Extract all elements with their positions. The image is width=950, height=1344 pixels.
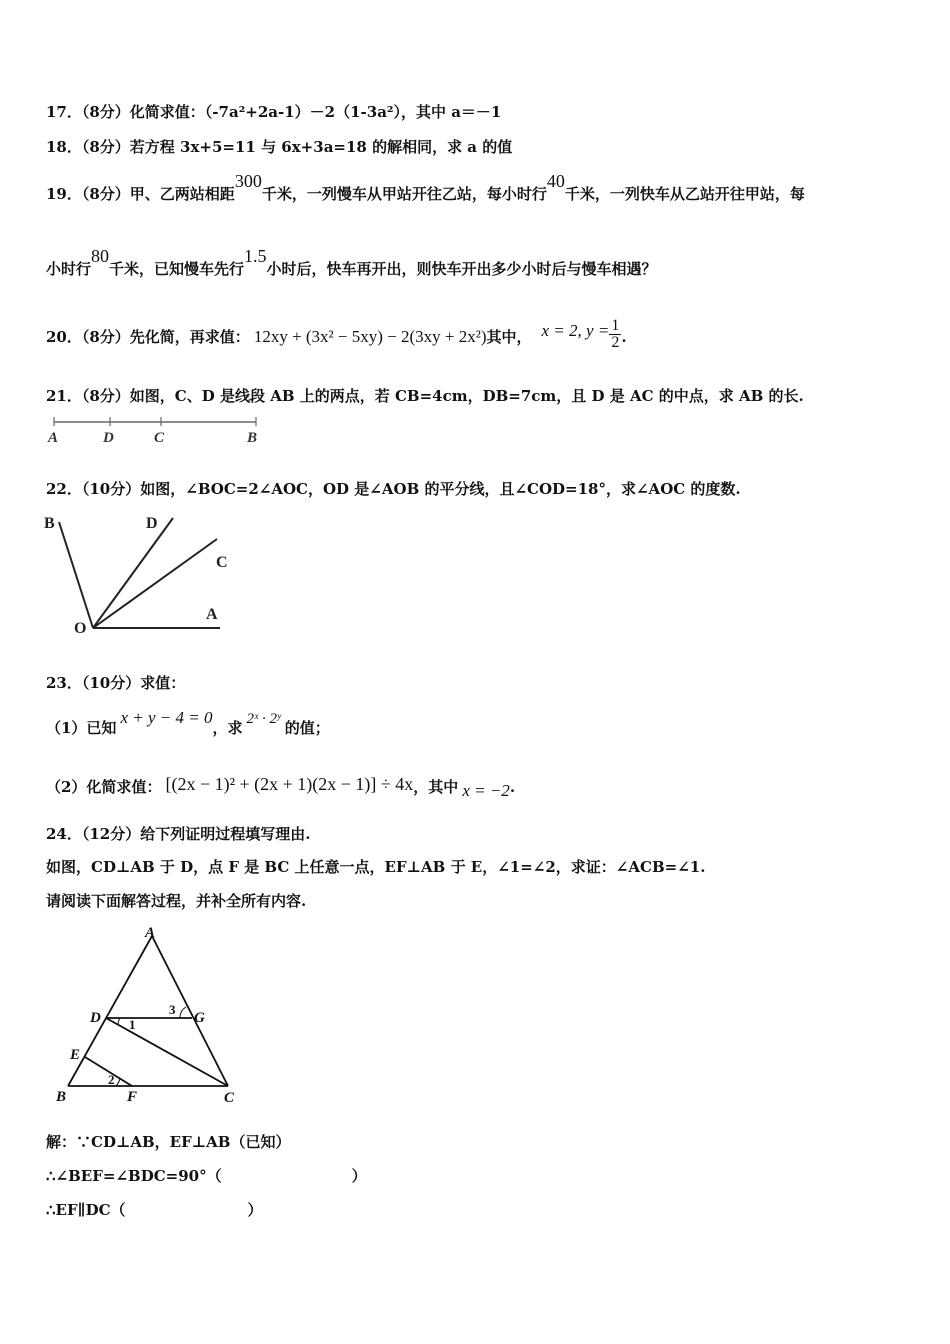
q24-title: 24．（12分）给下列证明过程填写理由. bbox=[46, 825, 311, 843]
q17-text: 17．（8分）化简求值：（-7a²+2a-1）－2（1-3a²），其中 a＝－1 bbox=[46, 103, 502, 121]
q19-part1: 19．（8分）甲、乙两站相距 bbox=[46, 185, 235, 203]
q19-distance: 300 bbox=[234, 171, 262, 191]
q20-condition: x = 2, y = bbox=[541, 321, 610, 340]
q24-sol2-b: ） bbox=[351, 1167, 367, 1185]
q23-p1-end: 的值； bbox=[284, 719, 330, 737]
q20-prefix: 20．（8分）先化简，再求值： bbox=[46, 328, 250, 346]
q18-text: 18．（8分）若方程 3x+5=11 与 6x+3a=18 的解相同，求 a 的值 bbox=[46, 138, 513, 156]
q20-frac-numerator: 1 bbox=[611, 316, 620, 334]
q19-part5: 千米，已知慢车先行 bbox=[109, 260, 245, 278]
q24-solution-line2 bbox=[46, 1166, 367, 1186]
side-ac bbox=[152, 936, 228, 1086]
q22-text: 22．（10分）如图，∠BOC=2∠AOC，OD 是∠AOB 的平分线，且∠COD=18°，求∠AOC 的度数. bbox=[46, 480, 741, 498]
q23-title: 23．（10分）求值： bbox=[46, 674, 186, 692]
q24-solution-line1 bbox=[46, 1132, 290, 1152]
q19-part4: 小时行 bbox=[46, 260, 92, 278]
label-a: A bbox=[48, 430, 59, 446]
q23-p2-prefix: （2）化简求值： bbox=[46, 778, 162, 796]
question-18 bbox=[46, 137, 512, 157]
q24-instruction: 请阅读下面解答过程，并补全所有内容. bbox=[46, 892, 307, 910]
q24-sol3-b: ） bbox=[247, 1201, 263, 1219]
question-23-part1 bbox=[46, 708, 330, 739]
label-e: E bbox=[70, 1047, 81, 1063]
label-d: D bbox=[146, 515, 158, 532]
label-a: A bbox=[206, 606, 218, 623]
q19-slow-speed: 40 bbox=[546, 171, 565, 191]
segment-dc bbox=[106, 1018, 228, 1086]
q19-part2: 千米，一列慢车从甲站开往乙站，每小时行 bbox=[261, 185, 547, 203]
label-c: C bbox=[216, 554, 228, 571]
label-d: D bbox=[90, 1010, 101, 1026]
side-ab bbox=[68, 936, 152, 1086]
question-24-title bbox=[46, 824, 310, 844]
label-c: C bbox=[154, 430, 165, 446]
ray-oc bbox=[93, 539, 217, 628]
q24-solution-line3 bbox=[46, 1200, 263, 1220]
q20-expression: 12xy + (3x² − 5xy) − 2(3xy + 2x²) bbox=[253, 327, 487, 346]
q21-line-segment-figure bbox=[44, 413, 264, 447]
q19-part3: 千米，一列快车从乙站开往甲站，每 bbox=[564, 185, 805, 203]
q24-sol3-a: ∴EF∥DC（ bbox=[46, 1201, 126, 1219]
q24-triangle-figure bbox=[50, 925, 250, 1110]
angle-3-arc bbox=[180, 1007, 186, 1018]
q19-part6: 小时后，快车再开出，则快车开出多少小时后与慢车相遇？ bbox=[266, 260, 657, 278]
label-a: A bbox=[145, 925, 156, 941]
label-o: O bbox=[74, 620, 87, 637]
q23-p1-prefix: （1）已知 bbox=[46, 719, 117, 737]
question-19-line1 bbox=[46, 171, 805, 204]
angle-1-arc bbox=[118, 1018, 120, 1025]
label-d: D bbox=[103, 430, 114, 446]
question-17 bbox=[46, 102, 501, 122]
q23-p2-condition: x = −2 bbox=[462, 781, 510, 800]
question-23-part2 bbox=[46, 770, 515, 803]
label-b: B bbox=[247, 430, 258, 446]
q23-p2-expression: [(2x − 1)² + (2x + 1)(2x − 1)] ÷ 4x bbox=[165, 774, 414, 794]
label-b: B bbox=[56, 1089, 67, 1105]
ray-od bbox=[93, 518, 173, 628]
q20-frac-denominator: 2 bbox=[611, 333, 620, 351]
q20-middle: 其中， bbox=[486, 328, 532, 346]
q24-sol1: 解：∵CD⊥AB，EF⊥AB（已知） bbox=[46, 1133, 291, 1151]
question-24-line1 bbox=[46, 857, 705, 877]
label-b: B bbox=[44, 515, 55, 532]
ray-ob bbox=[59, 522, 93, 628]
q19-fast-speed: 80 bbox=[91, 246, 110, 266]
q24-statement: 如图，CD⊥AB 于 D，点 F 是 BC 上任意一点，EF⊥AB 于 E，∠1=∠2，求证：∠ACB=∠1. bbox=[46, 858, 706, 876]
label-angle-1: 1 bbox=[129, 1017, 136, 1032]
q20-fraction bbox=[609, 318, 621, 351]
question-23-title bbox=[46, 673, 185, 693]
q24-sol2-a: ∴∠BEF=∠BDC=90°（ bbox=[46, 1167, 222, 1185]
q23-p1-expression: x + y − 4 = 0 bbox=[120, 708, 213, 727]
label-c: C bbox=[224, 1090, 235, 1106]
label-angle-2: 2 bbox=[108, 1072, 115, 1087]
angle-2-arc bbox=[116, 1078, 120, 1086]
question-19-line2 bbox=[46, 246, 657, 279]
q21-text: 21．（8分）如图，C、D 是线段 AB 上的两点，若 CB=4cm，DB=7cm，且 D 是 AC 的中点，求 AB 的长. bbox=[46, 387, 804, 405]
q23-p2-mid: ，其中 bbox=[413, 778, 459, 796]
q23-p1-mid: ，求 bbox=[212, 719, 243, 737]
label-angle-3: 3 bbox=[169, 1002, 176, 1017]
q22-angle-figure bbox=[40, 508, 240, 638]
question-24-line2 bbox=[46, 891, 306, 911]
question-20 bbox=[46, 316, 627, 355]
question-21 bbox=[46, 386, 804, 406]
q20-end: . bbox=[621, 328, 627, 346]
label-f: F bbox=[127, 1089, 138, 1105]
label-g: G bbox=[194, 1010, 205, 1026]
q23-p2-end: . bbox=[509, 778, 516, 796]
q19-hours: 1.5 bbox=[244, 246, 267, 266]
question-22 bbox=[46, 479, 741, 499]
q23-p1-expression2: 2ˣ · 2ʸ bbox=[246, 711, 281, 727]
